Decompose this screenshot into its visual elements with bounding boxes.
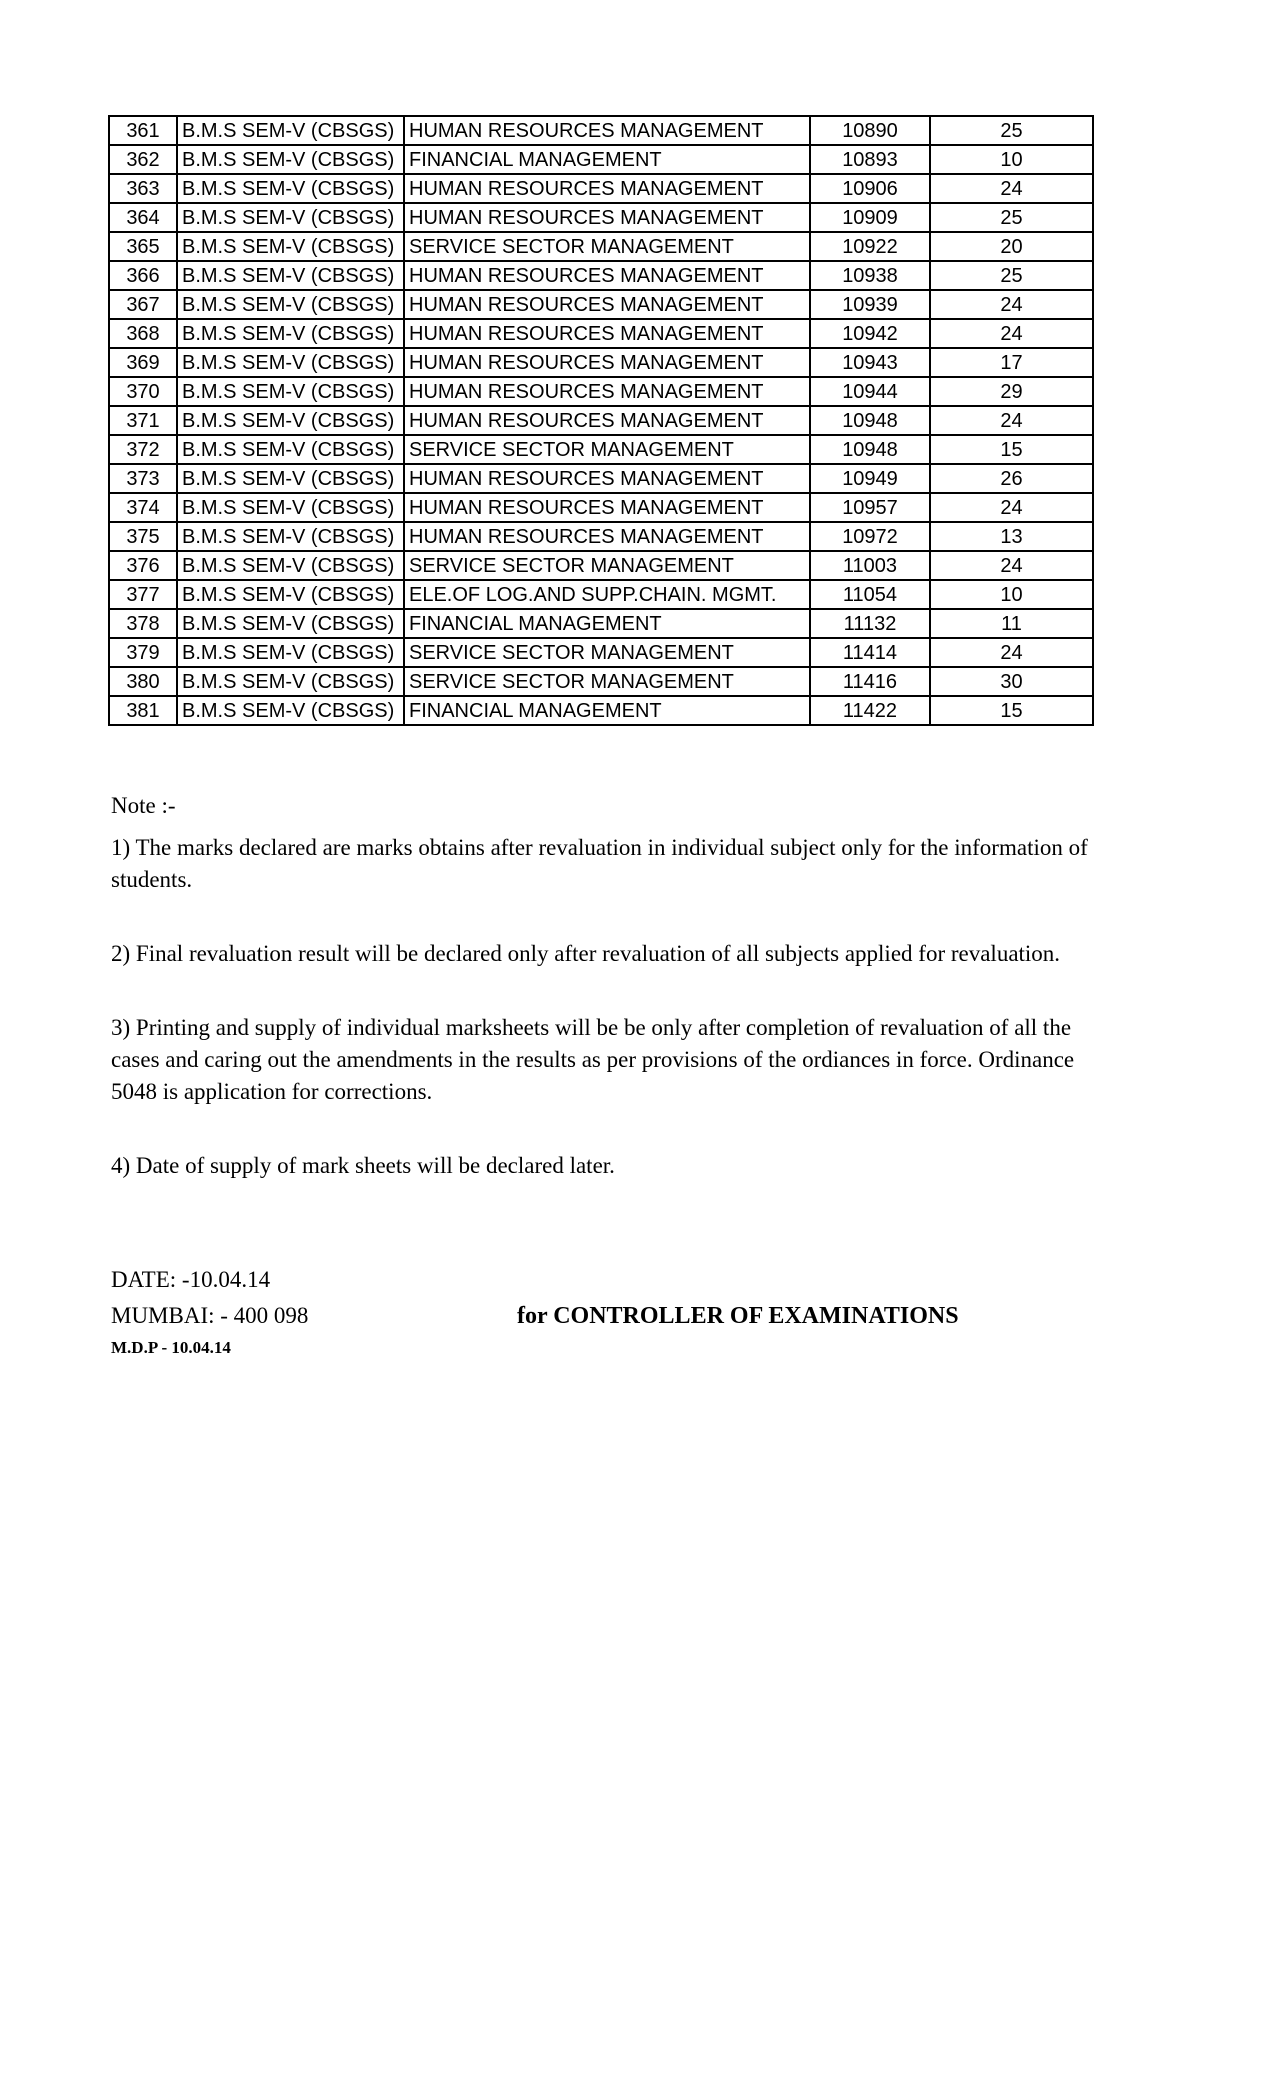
- seat-number-cell: 11416: [810, 667, 930, 696]
- table-row: [109, 261, 1093, 290]
- marks-cell: 13: [930, 522, 1093, 551]
- course-cell: B.M.S SEM-V (CBSGS): [177, 290, 404, 319]
- table-row: [109, 348, 1093, 377]
- serial-number-cell: 372: [109, 435, 177, 464]
- subject-cell: ELE.OF LOG.AND SUPP.CHAIN. MGMT.: [404, 580, 810, 609]
- serial-number-cell: 366: [109, 261, 177, 290]
- seat-number-cell: 10948: [810, 435, 930, 464]
- reference-code: M.D.P - 10.04.14: [111, 1338, 231, 1357]
- subject-cell: HUMAN RESOURCES MANAGEMENT: [404, 348, 810, 377]
- subject-cell: HUMAN RESOURCES MANAGEMENT: [404, 174, 810, 203]
- serial-number-cell: 364: [109, 203, 177, 232]
- table-row: [109, 551, 1093, 580]
- table-row: [109, 203, 1093, 232]
- marks-cell: 26: [930, 464, 1093, 493]
- marks-cell: 17: [930, 348, 1093, 377]
- seat-number-cell: 10939: [810, 290, 930, 319]
- marks-cell: 24: [930, 493, 1093, 522]
- serial-number-cell: 381: [109, 696, 177, 725]
- notes-heading: Note :-: [111, 793, 176, 818]
- seat-number-cell: 10938: [810, 261, 930, 290]
- seat-number-cell: 10890: [810, 116, 930, 145]
- table-row: [109, 435, 1093, 464]
- table-row: [109, 493, 1093, 522]
- seat-number-cell: 10949: [810, 464, 930, 493]
- notes-section: [111, 790, 1091, 1224]
- place-text: MUMBAI: - 400 098: [111, 1303, 309, 1328]
- serial-number-cell: 374: [109, 493, 177, 522]
- subject-cell: HUMAN RESOURCES MANAGEMENT: [404, 464, 810, 493]
- subject-cell: FINANCIAL MANAGEMENT: [404, 696, 810, 725]
- course-cell: B.M.S SEM-V (CBSGS): [177, 377, 404, 406]
- marks-cell: 25: [930, 261, 1093, 290]
- course-cell: B.M.S SEM-V (CBSGS): [177, 435, 404, 464]
- seat-number-cell: 10922: [810, 232, 930, 261]
- table-row: [109, 174, 1093, 203]
- course-cell: B.M.S SEM-V (CBSGS): [177, 638, 404, 667]
- table-row: [109, 522, 1093, 551]
- course-cell: B.M.S SEM-V (CBSGS): [177, 551, 404, 580]
- course-cell: B.M.S SEM-V (CBSGS): [177, 232, 404, 261]
- serial-number-cell: 380: [109, 667, 177, 696]
- marks-cell: 30: [930, 667, 1093, 696]
- serial-number-cell: 378: [109, 609, 177, 638]
- table-row: [109, 145, 1093, 174]
- marks-cell: 24: [930, 551, 1093, 580]
- subject-cell: HUMAN RESOURCES MANAGEMENT: [404, 261, 810, 290]
- marks-cell: 24: [930, 638, 1093, 667]
- course-cell: B.M.S SEM-V (CBSGS): [177, 609, 404, 638]
- table-row: [109, 406, 1093, 435]
- table-row: [109, 232, 1093, 261]
- course-cell: B.M.S SEM-V (CBSGS): [177, 145, 404, 174]
- serial-number-cell: 368: [109, 319, 177, 348]
- subject-cell: SERVICE SECTOR MANAGEMENT: [404, 232, 810, 261]
- table-row: [109, 580, 1093, 609]
- subject-cell: SERVICE SECTOR MANAGEMENT: [404, 638, 810, 667]
- seat-number-cell: 10906: [810, 174, 930, 203]
- serial-number-cell: 375: [109, 522, 177, 551]
- seat-number-cell: 11422: [810, 696, 930, 725]
- note-item-1: 1) The marks declared are marks obtains after revaluation in individual subject only for the information of students.: [111, 835, 1088, 892]
- marks-cell: 24: [930, 319, 1093, 348]
- signatory-text: for CONTROLLER OF EXAMINATIONS: [517, 1303, 959, 1329]
- table-row: [109, 609, 1093, 638]
- note-item-2: 2) Final revaluation result will be declared only after revaluation of all subjects applied for revaluation.: [111, 941, 1061, 966]
- serial-number-cell: 377: [109, 580, 177, 609]
- marks-cell: 15: [930, 435, 1093, 464]
- course-cell: B.M.S SEM-V (CBSGS): [177, 261, 404, 290]
- marks-cell: 11: [930, 609, 1093, 638]
- seat-number-cell: 10948: [810, 406, 930, 435]
- note-item-4: 4) Date of supply of mark sheets will be declared later.: [111, 1153, 615, 1178]
- table-row: [109, 319, 1093, 348]
- seat-number-cell: 10944: [810, 377, 930, 406]
- footer-section: [111, 1262, 1111, 1362]
- seat-number-cell: 11132: [810, 609, 930, 638]
- subject-cell: HUMAN RESOURCES MANAGEMENT: [404, 406, 810, 435]
- course-cell: B.M.S SEM-V (CBSGS): [177, 406, 404, 435]
- serial-number-cell: 361: [109, 116, 177, 145]
- serial-number-cell: 362: [109, 145, 177, 174]
- course-cell: B.M.S SEM-V (CBSGS): [177, 522, 404, 551]
- subject-cell: FINANCIAL MANAGEMENT: [404, 145, 810, 174]
- subject-cell: HUMAN RESOURCES MANAGEMENT: [404, 522, 810, 551]
- seat-number-cell: 10957: [810, 493, 930, 522]
- seat-number-cell: 10942: [810, 319, 930, 348]
- marks-cell: 24: [930, 174, 1093, 203]
- seat-number-cell: 11414: [810, 638, 930, 667]
- serial-number-cell: 371: [109, 406, 177, 435]
- date-text: DATE: -10.04.14: [111, 1267, 271, 1292]
- marks-cell: 24: [930, 406, 1093, 435]
- subject-cell: HUMAN RESOURCES MANAGEMENT: [404, 319, 810, 348]
- table-row: [109, 696, 1093, 725]
- course-cell: B.M.S SEM-V (CBSGS): [177, 696, 404, 725]
- subject-cell: FINANCIAL MANAGEMENT: [404, 609, 810, 638]
- table-row: [109, 464, 1093, 493]
- marks-cell: 29: [930, 377, 1093, 406]
- serial-number-cell: 373: [109, 464, 177, 493]
- marks-cell: 24: [930, 290, 1093, 319]
- serial-number-cell: 379: [109, 638, 177, 667]
- serial-number-cell: 365: [109, 232, 177, 261]
- serial-number-cell: 369: [109, 348, 177, 377]
- serial-number-cell: 363: [109, 174, 177, 203]
- seat-number-cell: 11054: [810, 580, 930, 609]
- seat-number-cell: 10972: [810, 522, 930, 551]
- marks-cell: 10: [930, 580, 1093, 609]
- note-item-3: 3) Printing and supply of individual marksheets will be be only after completion of revaluation of all the cases and caring out the amendments in the results as per provisions of the ordiances in force. Ordinance 5048 is application for corrections.: [111, 1015, 1075, 1104]
- table-row: [109, 377, 1093, 406]
- course-cell: B.M.S SEM-V (CBSGS): [177, 580, 404, 609]
- marks-cell: 25: [930, 116, 1093, 145]
- seat-number-cell: 10909: [810, 203, 930, 232]
- serial-number-cell: 367: [109, 290, 177, 319]
- date-row: [111, 1262, 1111, 1298]
- serial-number-cell: 376: [109, 551, 177, 580]
- marks-cell: 20: [930, 232, 1093, 261]
- marks-cell: 25: [930, 203, 1093, 232]
- course-cell: B.M.S SEM-V (CBSGS): [177, 348, 404, 377]
- subject-cell: HUMAN RESOURCES MANAGEMENT: [404, 290, 810, 319]
- revaluation-results-table: [108, 115, 1094, 726]
- subject-cell: HUMAN RESOURCES MANAGEMENT: [404, 203, 810, 232]
- subject-cell: HUMAN RESOURCES MANAGEMENT: [404, 116, 810, 145]
- subject-cell: HUMAN RESOURCES MANAGEMENT: [404, 493, 810, 522]
- table-row: [109, 638, 1093, 667]
- subject-cell: SERVICE SECTOR MANAGEMENT: [404, 435, 810, 464]
- course-cell: B.M.S SEM-V (CBSGS): [177, 464, 404, 493]
- marks-cell: 10: [930, 145, 1093, 174]
- serial-number-cell: 370: [109, 377, 177, 406]
- course-cell: B.M.S SEM-V (CBSGS): [177, 116, 404, 145]
- results-table-body: [109, 116, 1093, 725]
- table-row: [109, 290, 1093, 319]
- marks-cell: 15: [930, 696, 1093, 725]
- seat-number-cell: 11003: [810, 551, 930, 580]
- table-row: [109, 667, 1093, 696]
- course-cell: B.M.S SEM-V (CBSGS): [177, 667, 404, 696]
- subject-cell: SERVICE SECTOR MANAGEMENT: [404, 551, 810, 580]
- subject-cell: HUMAN RESOURCES MANAGEMENT: [404, 377, 810, 406]
- subject-cell: SERVICE SECTOR MANAGEMENT: [404, 667, 810, 696]
- course-cell: B.M.S SEM-V (CBSGS): [177, 319, 404, 348]
- course-cell: B.M.S SEM-V (CBSGS): [177, 203, 404, 232]
- course-cell: B.M.S SEM-V (CBSGS): [177, 174, 404, 203]
- place-row: [111, 1298, 1111, 1334]
- seat-number-cell: 10893: [810, 145, 930, 174]
- course-cell: B.M.S SEM-V (CBSGS): [177, 493, 404, 522]
- seat-number-cell: 10943: [810, 348, 930, 377]
- table-row: [109, 116, 1093, 145]
